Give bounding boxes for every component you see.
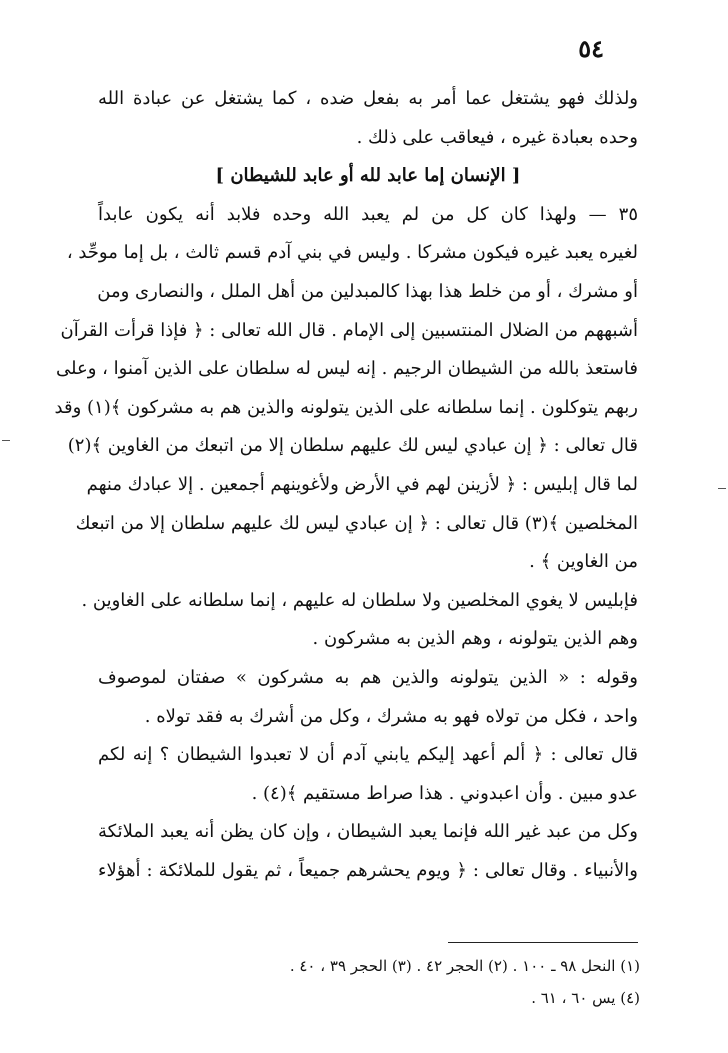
text-line: وقوله : « الذين يتولونه والذين هم به مشركون » صفتان لموصوف (98, 666, 638, 688)
text-line: أشبههم من الضلال المنتسبين إلى الإمام . قال الله تعالى : ﴿ فإذا قرأت القرآن (60, 319, 638, 341)
text-line: عدو مبين . وأن اعبدوني . هذا صراط مستقيم ﴾(٤) . (251, 782, 638, 804)
text-line: واحد ، فكل من تولاه فهو به مشرك ، وكل من أشرك به فقد تولاه . (144, 705, 638, 727)
text-line: أو مشرك ، أو من خلط هذا بهذا كالمبدلين من أهل الملل ، والنصارى ومن (97, 280, 638, 302)
text-line: المخلصين ﴾(٣) قال تعالى : ﴿ إن عبادي ليس لك عليهم سلطان إلا من اتبعك (75, 512, 638, 534)
text-line: لما قال إبليس : ﴿ لأزينن لهم في الأرض ولأغوينهم أجمعين . إلا عبادك منهم (86, 473, 638, 495)
footnotes (120, 950, 640, 1014)
margin-mark (2, 440, 10, 441)
text-line: ربهم يتوكلون . إنما سلطانه على الذين يتولونه والذين هم به مشركون ﴾(١) وقد (54, 396, 638, 418)
text-line: لغيره يعبد غيره فيكون مشركا . وليس في بني آدم قسم ثالث ، بل إما موحِّد ، (66, 242, 638, 264)
text-line: ولذلك فهو يشتغل عما أمر به بفعل ضده ، كما يشتغل عن عبادة الله (98, 88, 638, 109)
footnote-line: (١) النحل ٩٨ ـ ١٠٠ . (٢) الحجر ٤٢ . (٣) الحجر ٣٩ ، ٤٠ . (289, 957, 640, 975)
text-line: فإبليس لا يغوي المخلصين ولا سلطان له عليهم ، إنما سلطانه على الغاوين . (81, 589, 638, 611)
text-line: والأنبياء . وقال تعالى : ﴿ ويوم يحشرهم جميعاً ، ثم يقول للملائكة : أهؤلاء (98, 859, 638, 881)
footnote-line: (٤) يس ٦٠ ، ٦١ . (531, 989, 640, 1007)
text-line: وكل من عبد غير الله فإنما يعبد الشيطان ، وإن كان يظن أنه يعبد الملائكة (98, 821, 638, 843)
text-line: قال تعالى : ﴿ ألم أعهد إليكم يابني آدم أن لا تعبدوا الشيطان ؟ إنه لكم (98, 744, 638, 766)
footnote-divider (448, 942, 638, 943)
margin-mark (718, 488, 726, 489)
text-line: من الغاوين ﴾ . (529, 551, 638, 573)
text-line: وحده بعبادة غيره ، فيعاقب على ذلك . (356, 126, 638, 148)
text-line: فاستعذ بالله من الشيطان الرجيم . إنه ليس له سلطان على الذين آمنوا ، وعلى (56, 358, 638, 380)
page-number: ٥٤ (578, 34, 604, 63)
text-line: وهم الذين يتولونه ، وهم الذين به مشركون . (312, 628, 638, 650)
text-line: قال تعالى : ﴿ إن عبادي ليس لك عليهم سلطان إلا من اتبعك من الغاوين ﴾(٢) (67, 435, 638, 457)
paragraph-number-line: ٣٥ — ولهذا كان كل من لم يعبد الله وحده فلابد أنه يكون عابداً (98, 203, 638, 225)
section-heading: [ الإنسان إما عابد لله أو عابد للشيطان ] (215, 165, 521, 187)
body-text (54, 80, 638, 890)
